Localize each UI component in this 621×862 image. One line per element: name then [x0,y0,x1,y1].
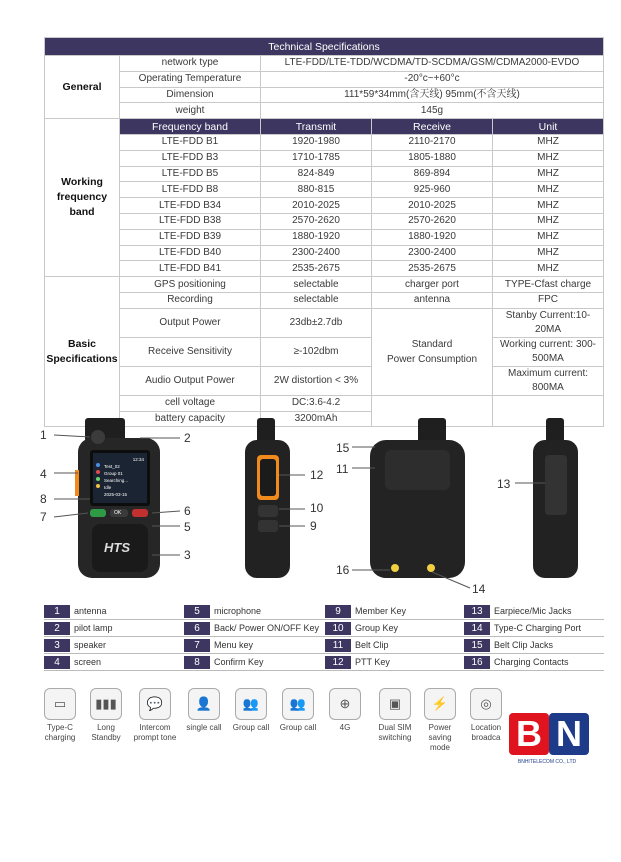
feature-intercom [131,688,179,743]
spec-label: charger port [372,277,493,293]
spec-value: Stanby Current:10-20MA [493,308,604,337]
legend-label: speaker [74,640,107,650]
band-cell: 1880-1920 [261,229,372,245]
legend-item [325,620,467,637]
band-header: Receive [372,119,493,135]
band-cell: 880-815 [261,182,372,198]
spec-label: Dimension [120,87,261,103]
spec-label: cell voltage [120,395,261,411]
band-cell: LTE-FDD B34 [120,198,261,214]
band-cell: 2110-2170 [372,134,493,150]
legend-item [464,620,604,637]
band-header: Transmit [261,119,372,135]
feature-label: Power [428,723,452,732]
band-label-line: frequency [56,191,108,204]
feature-label: saving [428,733,452,742]
legend-column [325,603,467,671]
back-key [132,509,148,517]
feature-label: Group call [232,723,270,732]
legend-label: Menu key [214,640,254,650]
side-view [245,418,290,578]
band-cell: 2570-2620 [372,213,493,229]
screen-item: Test_02 [104,464,120,469]
band-cell: 2010-2025 [261,198,372,214]
band-cell: 1920-1980 [261,134,372,150]
spec-value: FPC [493,292,604,308]
feature-type-c [37,688,83,743]
band-cell: 925-960 [372,182,493,198]
legend-number: 9 [325,605,351,618]
spec-label: network type [120,56,261,72]
callout-number: 13 [497,477,511,491]
legend-item [44,603,186,620]
band-cell: 869-894 [372,166,493,182]
brand-label: HTS [104,540,130,555]
legend-label: Group Key [355,623,399,633]
power-label-line: Power Consumption [386,353,478,365]
band-cell: MHZ [493,229,604,245]
legend-label: pilot lamp [74,623,113,633]
legend-item [184,654,326,671]
feature-long-standby [83,688,129,743]
legend-label: microphone [214,606,262,616]
logo-b: B [509,713,549,755]
legend-item [325,637,467,654]
callout-number: 3 [184,548,191,562]
group-icon: 👥 [235,688,267,720]
spec-label: battery capacity [120,411,261,427]
ok-label: OK [114,510,122,516]
feature-label: broadca [471,733,501,742]
band-cell: LTE-FDD B8 [120,182,261,198]
callout-number: 8 [40,492,47,506]
band-label-line: band [69,206,95,219]
group-key [258,505,278,517]
callout-number: 16 [336,563,350,577]
legend-label: PTT Key [355,657,390,667]
legend-number: 7 [184,639,210,652]
spec-value: selectable [261,277,372,293]
spec-value: Working current: 300-500MA [493,337,604,366]
band-cell: LTE-FDD B1 [120,134,261,150]
callout-number: 1 [40,428,47,442]
band-cell: LTE-FDD B5 [120,166,261,182]
right-side-view [533,418,578,578]
spec-label: GPS positioning [120,277,261,293]
spec-label: Operating Temperature [120,71,261,87]
callout-number: 2 [184,431,191,445]
legend-label: Confirm Key [214,657,264,667]
general-label: General [45,56,120,119]
feature-4g [322,688,368,733]
callout-number: 11 [336,462,349,476]
menu-key [90,509,106,517]
band-cell: LTE-FDD B40 [120,245,261,261]
spec-label: Audio Output Power [120,366,261,395]
feature-group-call-2 [275,688,321,733]
feature-label: mode [429,743,450,752]
band-cell: 2535-2675 [261,261,372,277]
legend-item [325,654,467,671]
band-cell: MHZ [493,261,604,277]
callout-number: 5 [184,520,191,534]
spec-value: 3200mAh [261,411,372,427]
legend-number: 2 [44,622,70,635]
feature-label: switching [378,733,412,742]
spec-value: LTE-FDD/LTE-TDD/WCDMA/TD-SCDMA/GSM/CDMA2000-EVDO [261,56,604,72]
callout-number: 6 [184,504,191,518]
legend-label: Back/ Power ON/OFF Key [214,623,320,633]
spec-value: 23db±2.7db [261,308,372,337]
legend-number: 11 [325,639,351,652]
spec-value: 111*59*34mm(含天线) 95mm(不含天线) [261,87,604,103]
legend-item [44,637,186,654]
legend-number: 6 [184,622,210,635]
band-cell: MHZ [493,182,604,198]
legend-number: 8 [184,656,210,669]
band-cell: LTE-FDD B3 [120,150,261,166]
power-label-line: Standard [411,338,453,350]
feature-label: Standby [91,733,121,742]
spec-value: TYPE-Cfast charge [493,277,604,293]
spec-value: -20°c~+60°c [261,71,604,87]
legend-item [464,603,604,620]
power-save-icon: ⚡ [424,688,456,720]
band-cell: MHZ [493,150,604,166]
spec-label: Recording [120,292,261,308]
band-cell: MHZ [493,213,604,229]
legend-number: 1 [44,605,70,618]
legend-item [184,637,326,654]
band-cell: MHZ [493,134,604,150]
side-key-orange [75,470,79,496]
legend-item [325,603,467,620]
feature-group-call [228,688,274,733]
legend-label: antenna [74,606,107,616]
callout-number: 10 [310,501,324,515]
belt-clip [385,450,450,490]
feature-label: single call [186,723,222,732]
feature-label: Type-C [47,723,73,732]
legend-number: 15 [464,639,490,652]
feature-label: Group call [279,723,317,732]
legend-column [44,603,186,671]
band-cell: 2570-2620 [261,213,372,229]
legend-number: 5 [184,605,210,618]
screen-content [104,456,144,498]
pilot-lamp [91,430,105,444]
band-cell: 1880-1920 [372,229,493,245]
band-header: Frequency band [120,119,261,135]
legend-label: Member Key [355,606,407,616]
spec-label: Output Power [120,308,261,337]
feature-label: charging [44,733,76,742]
legend-label: Type-C Charging Port [494,623,582,633]
band-cell: 2300-2400 [261,245,372,261]
callout-number: 14 [472,582,486,596]
screen-item: Searching... [104,478,129,483]
band-header: Unit [493,119,604,135]
spec-value: 2W distortion < 3% [261,366,372,395]
bn-logo [503,707,591,769]
legend-label: Belt Clip Jacks [494,640,554,650]
band-cell: MHZ [493,245,604,261]
band-cell: MHZ [493,198,604,214]
charging-contact [391,564,399,572]
band-cell: LTE-FDD B39 [120,229,261,245]
screen-time: 12:34 [132,457,144,462]
usb-c-icon: ▭ [44,688,76,720]
charging-contact [427,564,435,572]
feature-label: Location [470,723,502,732]
feature-label: prompt tone [133,733,177,742]
legend-item [464,637,604,654]
band-cell: 824-849 [261,166,372,182]
basic-label-line: Basic [67,337,97,350]
legend-number: 13 [464,605,490,618]
band-cell: 2535-2675 [372,261,493,277]
legend-item [184,620,326,637]
band-cell: LTE-FDD B41 [120,261,261,277]
feature-label: Intercom [139,723,171,732]
callout-number: 4 [40,467,47,481]
legend-item [44,620,186,637]
band-cell: 2300-2400 [372,245,493,261]
band-cell: LTE-FDD B38 [120,213,261,229]
legend-column [184,603,326,671]
spec-title: Technical Specifications [45,38,604,56]
legend-number: 3 [44,639,70,652]
sim-icon: ▣ [379,688,411,720]
legend-item [464,654,604,671]
band-label-line: Working [61,176,103,189]
feature-power-saving [417,688,463,753]
spec-label: weight [120,103,261,119]
chat-icon: 💬 [139,688,171,720]
screen-date: 2025-03-15 [104,492,128,497]
band-cell: 2010-2025 [372,198,493,214]
legend-label: Belt Clip [355,640,389,650]
feature-label: 4G [339,723,351,732]
callout-number: 12 [310,468,324,482]
callout-number: 15 [336,441,350,455]
group-call-icon: 👥 [282,688,314,720]
spec-value: DC:3.6-4.2 [261,395,372,411]
legend-column [464,603,604,671]
band-cell: MHZ [493,166,604,182]
feature-label: Dual SIM [378,723,412,732]
callout-number: 9 [310,519,317,533]
logo-n: N [549,713,589,755]
location-icon: ◎ [470,688,502,720]
battery-icon: ▮▮▮ [90,688,122,720]
legend-number: 16 [464,656,490,669]
feature-label: Long [97,723,115,732]
legend-label: Charging Contacts [494,657,569,667]
network-4g-icon: ⊕ [329,688,361,720]
person-icon: 👤 [188,688,220,720]
legend-number: 12 [325,656,351,669]
spec-value: selectable [261,292,372,308]
screen-item: Group 01 [104,471,123,476]
feature-dual-sim [372,688,418,743]
legend-number: 14 [464,622,490,635]
earpiece-jack-cover [545,455,567,515]
legend-item [44,654,186,671]
back-view [370,418,465,578]
legend-number: 10 [325,622,351,635]
spec-label: Receive Sensitivity [120,337,261,366]
spec-value: Maximum current: 800MA [493,366,604,395]
basic-label-line: Specifications [46,352,118,365]
logo-subtitle: BNHITELECOM CO., LTD [517,759,577,765]
spec-label: antenna [372,292,493,308]
callout-number: 7 [40,510,47,524]
spec-value: 145g [261,103,604,119]
band-cell: 1710-1785 [261,150,372,166]
screen-item: Idle [104,485,112,490]
member-key [258,520,278,532]
legend-label: screen [74,657,102,667]
spec-value: ≥-102dbm [261,337,372,366]
band-cell: 1805-1880 [372,150,493,166]
feature-single-call [181,688,227,733]
legend-number: 4 [44,656,70,669]
legend-label: Earpiece/Mic Jacks [494,606,572,616]
legend-item [184,603,326,620]
